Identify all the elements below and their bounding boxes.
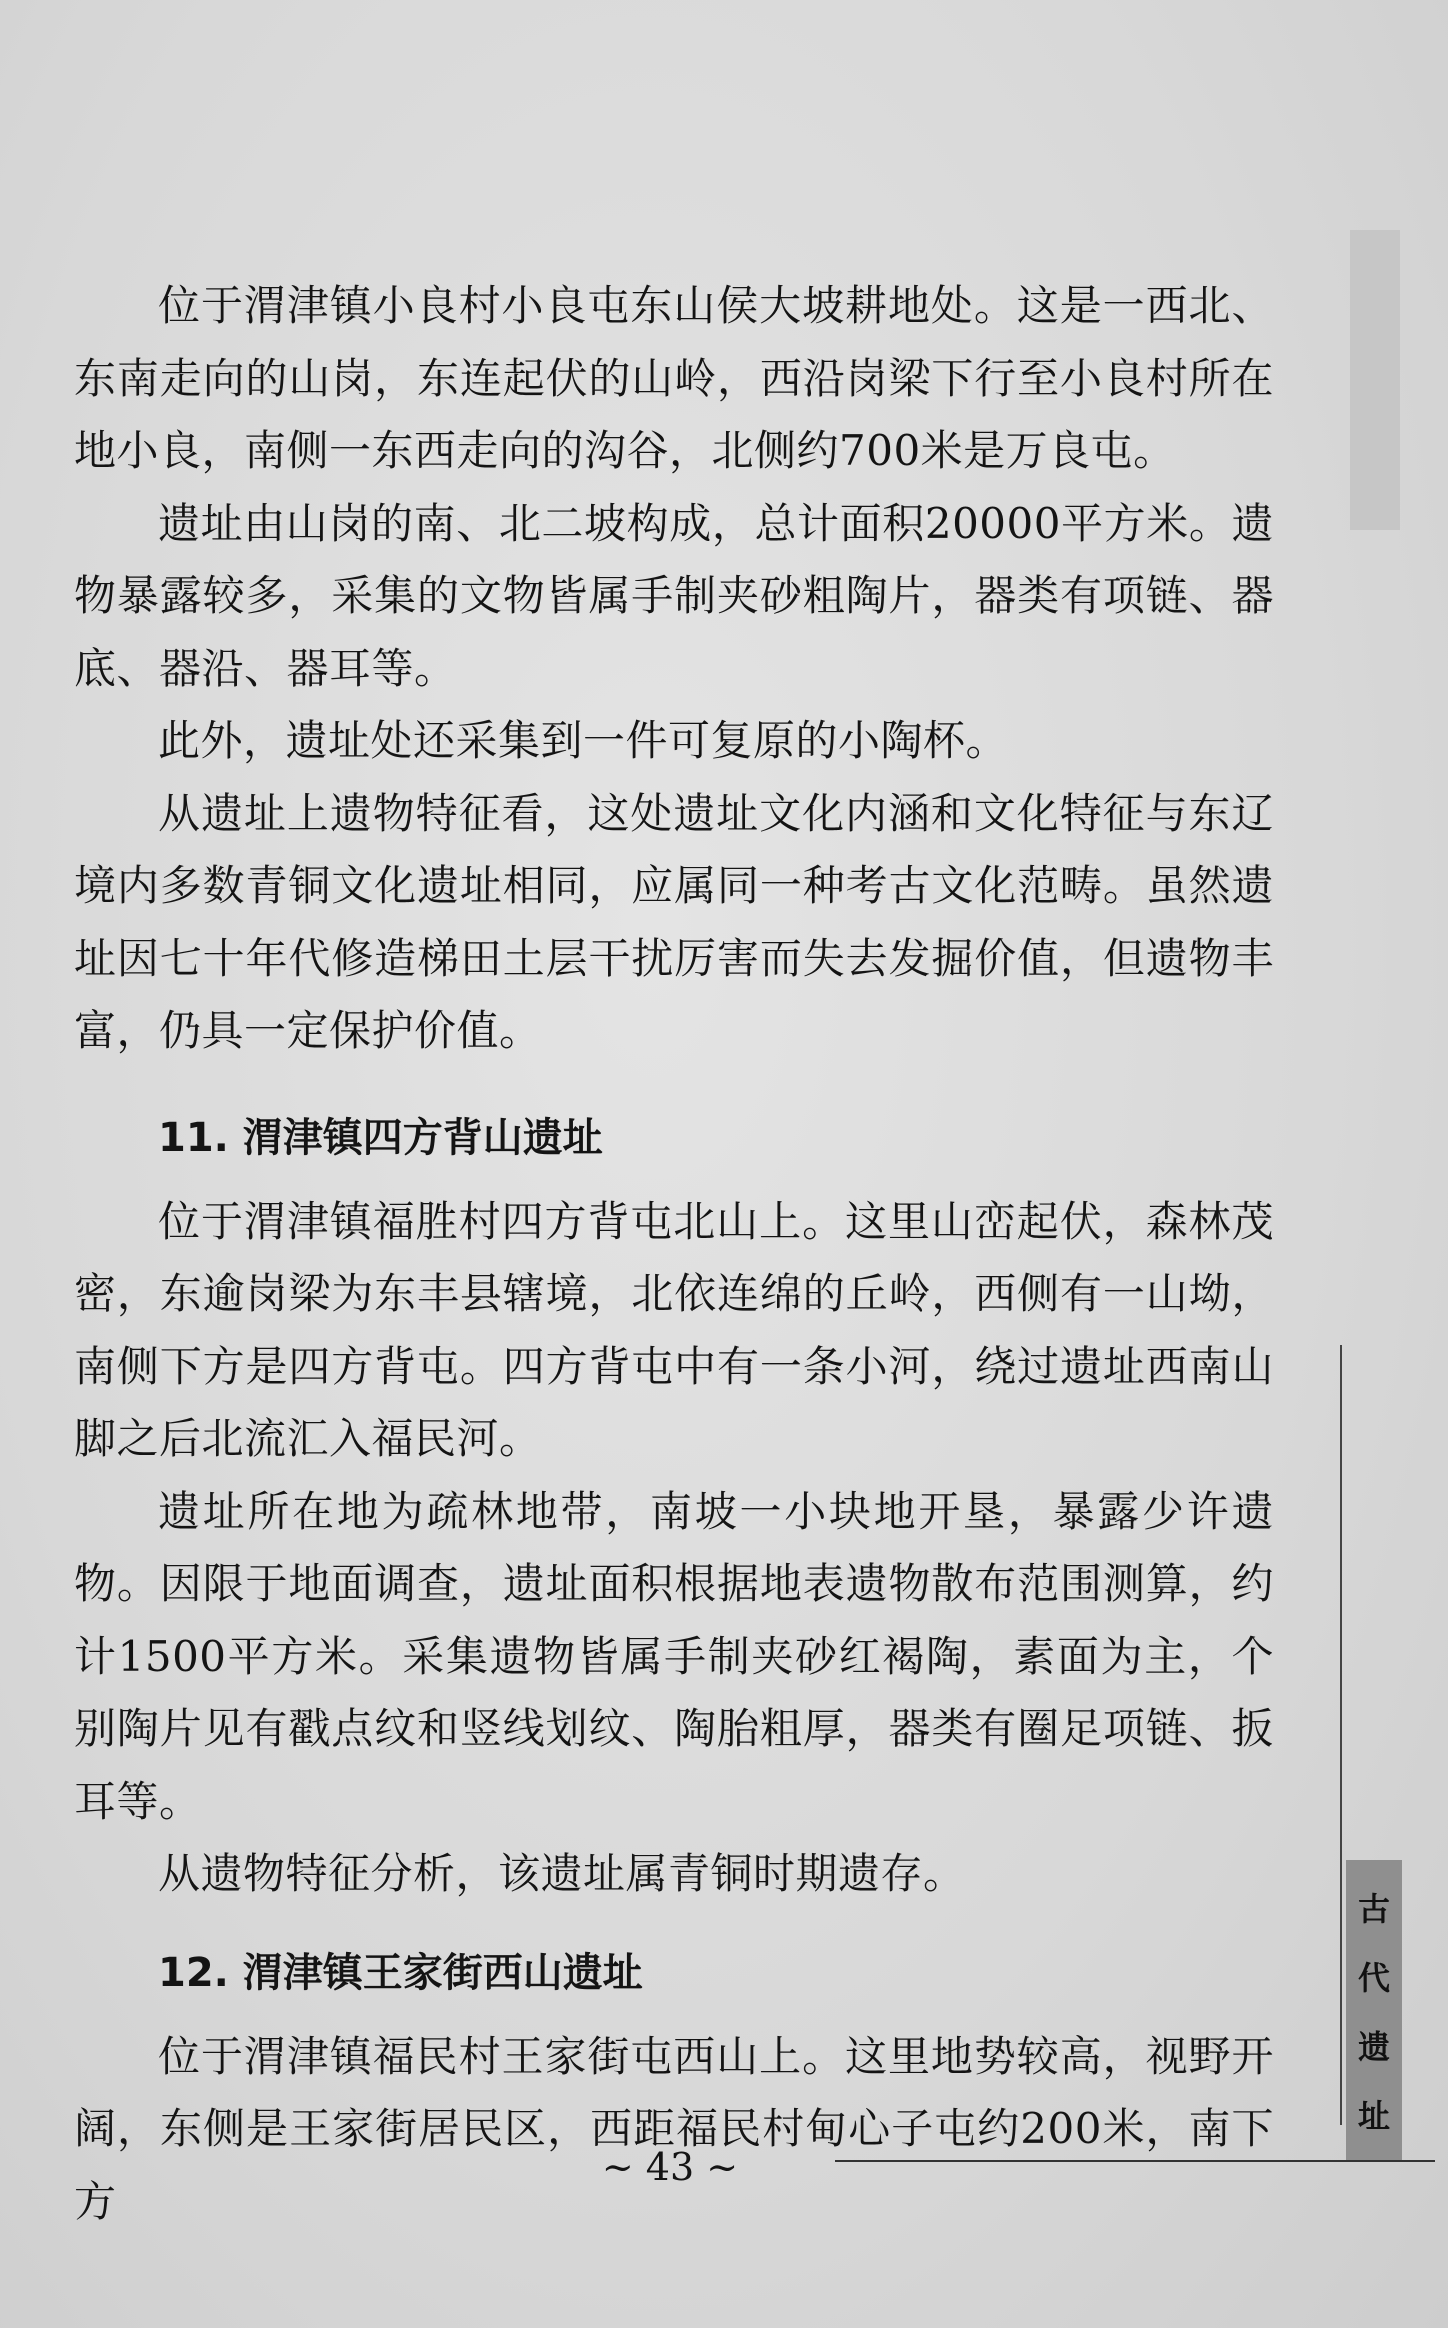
paragraph: 位于渭津镇福民村王家街屯西山上。这里地势较高，视野开阔，东侧是王家街居民区，西距福民村甸心子屯约200米，南下方 <box>74 2031 1274 2226</box>
page-body <box>74 270 1274 2238</box>
paragraph: 位于渭津镇小良村小良屯东山侯大坡耕地处。这是一西北、东南走向的山岗，东连起伏的山岭，西沿岗梁下行至小良村所在地小良，南侧一东西走向的沟谷，北侧约700米是万良屯。 <box>74 281 1274 475</box>
chapter-side-tab <box>1346 1860 1402 2160</box>
section-heading: 11. 渭津镇四方背山遗址 <box>158 1114 603 1161</box>
paragraph: 位于渭津镇福胜村四方背屯北山上。这里山峦起伏，森林茂密，东逾岗梁为东丰县辖境，北依连绵的丘岭，西侧有一山坳，南侧下方是四方背屯。四方背屯中有一条小河，绕过遗址西南山脚之后北流汇入福民河。 <box>74 1196 1274 1463</box>
faded-side-tab <box>1350 230 1400 530</box>
paragraph: 遗址由山岗的南、北二坡构成，总计面积20000平方米。遗物暴露较多，采集的文物皆属手制夹砂粗陶片，器类有项链、器底、器沿、器耳等。 <box>74 498 1274 693</box>
side-tab-char: 古 <box>1357 1889 1390 1928</box>
footer-rule <box>835 2160 1435 2162</box>
page-number: ~ 43 ~ <box>601 2145 739 2189</box>
paragraph: 此外，遗址处还采集到一件可复原的小陶杯。 <box>158 716 1009 765</box>
paragraph: 从遗物特征分析，该遗址属青铜时期遗存。 <box>158 1849 966 1898</box>
side-tab-char: 代 <box>1357 1958 1390 1997</box>
paragraph: 遗址所在地为疏林地带，南坡一小块地开垦，暴露少许遗物。因限于地面调查，遗址面积根据地表遗物散布范围测算，约计1500平方米。采集遗物皆属手制夹砂红褐陶，素面为主，个别陶片见有戳点纹和竖线划纹、陶胎粗厚，器类有圈足项链、扳耳等。 <box>74 1486 1274 1826</box>
paragraph: 从遗址上遗物特征看，这处遗址文化内涵和文化特征与东辽境内多数青铜文化遗址相同，应属同一种考古文化范畴。虽然遗址因七十年代修造梯田土层干扰厉害而失去发掘价值，但遗物丰富，仍具一定保护价值。 <box>74 788 1274 1055</box>
side-tab-char: 遗 <box>1357 2027 1390 2066</box>
side-tab-char: 址 <box>1357 2096 1390 2135</box>
section-heading: 12. 渭津镇王家街西山遗址 <box>158 1949 643 1996</box>
side-rule <box>1340 1345 1342 2125</box>
